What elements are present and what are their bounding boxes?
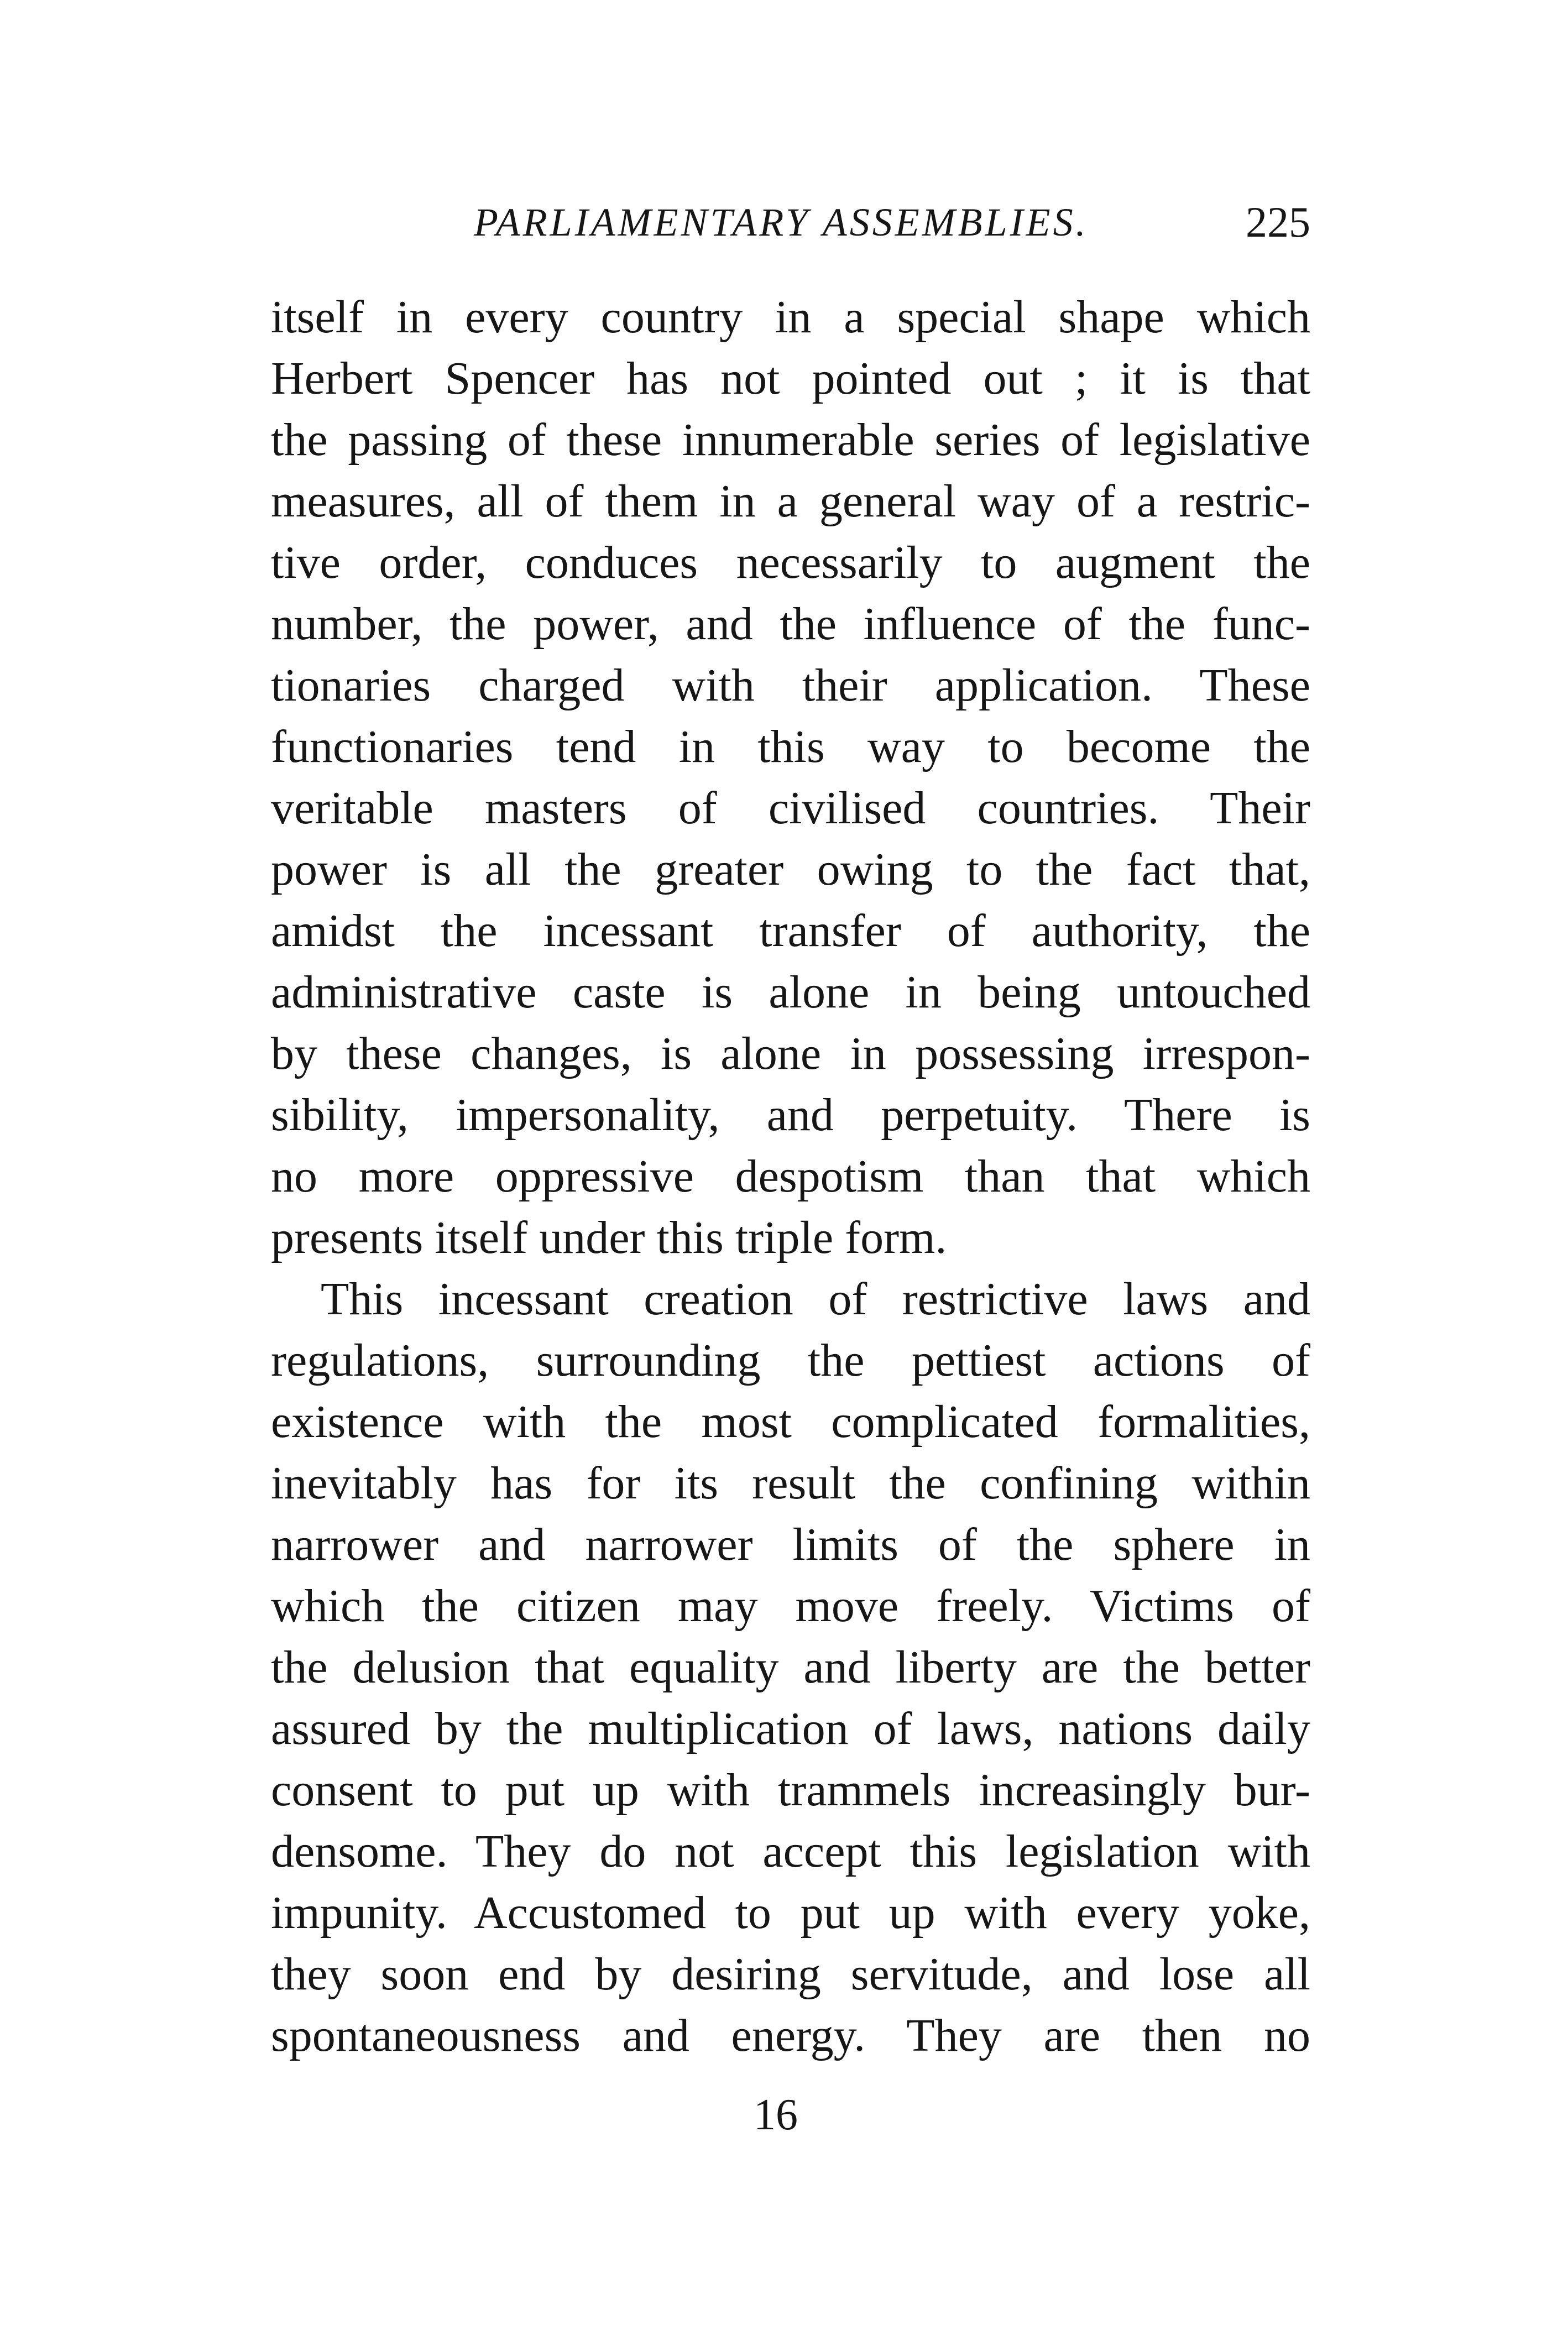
running-title: PARLIAMENTARY ASSEMBLIES. <box>474 200 1089 244</box>
text-line: itself in every country in a special shape which <box>271 291 1310 343</box>
page-header <box>271 195 1310 250</box>
text-line: Herbert Spencer has not pointed out ; it is that <box>271 353 1310 404</box>
signature-number: 16 <box>754 2091 798 2139</box>
text-line: by these changes, is alone in possessing irrespon- <box>271 1028 1310 1079</box>
text-line: number, the power, and the influence of the func- <box>271 598 1310 650</box>
text-line: densome. They do not accept this legislation with <box>271 1826 1310 1877</box>
text-line: the passing of these innumerable series of legislative <box>271 414 1310 466</box>
text-line: administrative caste is alone in being untouched <box>271 966 1310 1018</box>
text-line: tive order, conduces necessarily to augment the <box>271 537 1310 588</box>
page-number: 225 <box>1246 198 1310 246</box>
text-line: inevitably has for its result the confining within <box>271 1457 1310 1509</box>
text-line: no more oppressive despotism than that which <box>271 1151 1310 1202</box>
text-line: tionaries charged with their application. These <box>271 660 1310 711</box>
text-line: the delusion that equality and liberty are the better <box>271 1642 1310 1693</box>
text-line: veritable masters of civilised countries. Their <box>271 782 1310 834</box>
text-line: amidst the incessant transfer of authority, the <box>271 905 1310 957</box>
text-line: spontaneousness and energy. They are then no <box>271 2010 1310 2061</box>
text-line: narrower and narrower limits of the sphere in <box>271 1519 1310 1570</box>
text-line: measures, all of them in a general way of a restric- <box>271 476 1310 527</box>
text-line: they soon end by desiring servitude, and lose all <box>271 1948 1310 2000</box>
text-line: regulations, surrounding the pettiest actions of <box>271 1335 1310 1386</box>
text-line: functionaries tend in this way to become the <box>271 721 1310 772</box>
text-line: consent to put up with trammels increasingly bur- <box>271 1764 1310 1816</box>
text-line: impunity. Accustomed to put up with every yoke, <box>271 1887 1310 1939</box>
paragraph-end-line: presents itself under this triple form. <box>271 1212 947 1263</box>
text-line: sibility, impersonality, and perpetuity. There is <box>271 1089 1310 1141</box>
text-line: which the citizen may move freely. Victims of <box>271 1580 1310 1632</box>
text-line: existence with the most complicated formalities, <box>271 1396 1310 1448</box>
text-line: assured by the multiplication of laws, nations daily <box>271 1703 1310 1754</box>
text-line: power is all the greater owing to the fact that, <box>271 844 1310 895</box>
paragraph-first-line: This incessant creation of restrictive laws and <box>321 1273 1310 1325</box>
body-text <box>271 286 1310 2066</box>
signature-mark <box>0 2087 1568 2143</box>
